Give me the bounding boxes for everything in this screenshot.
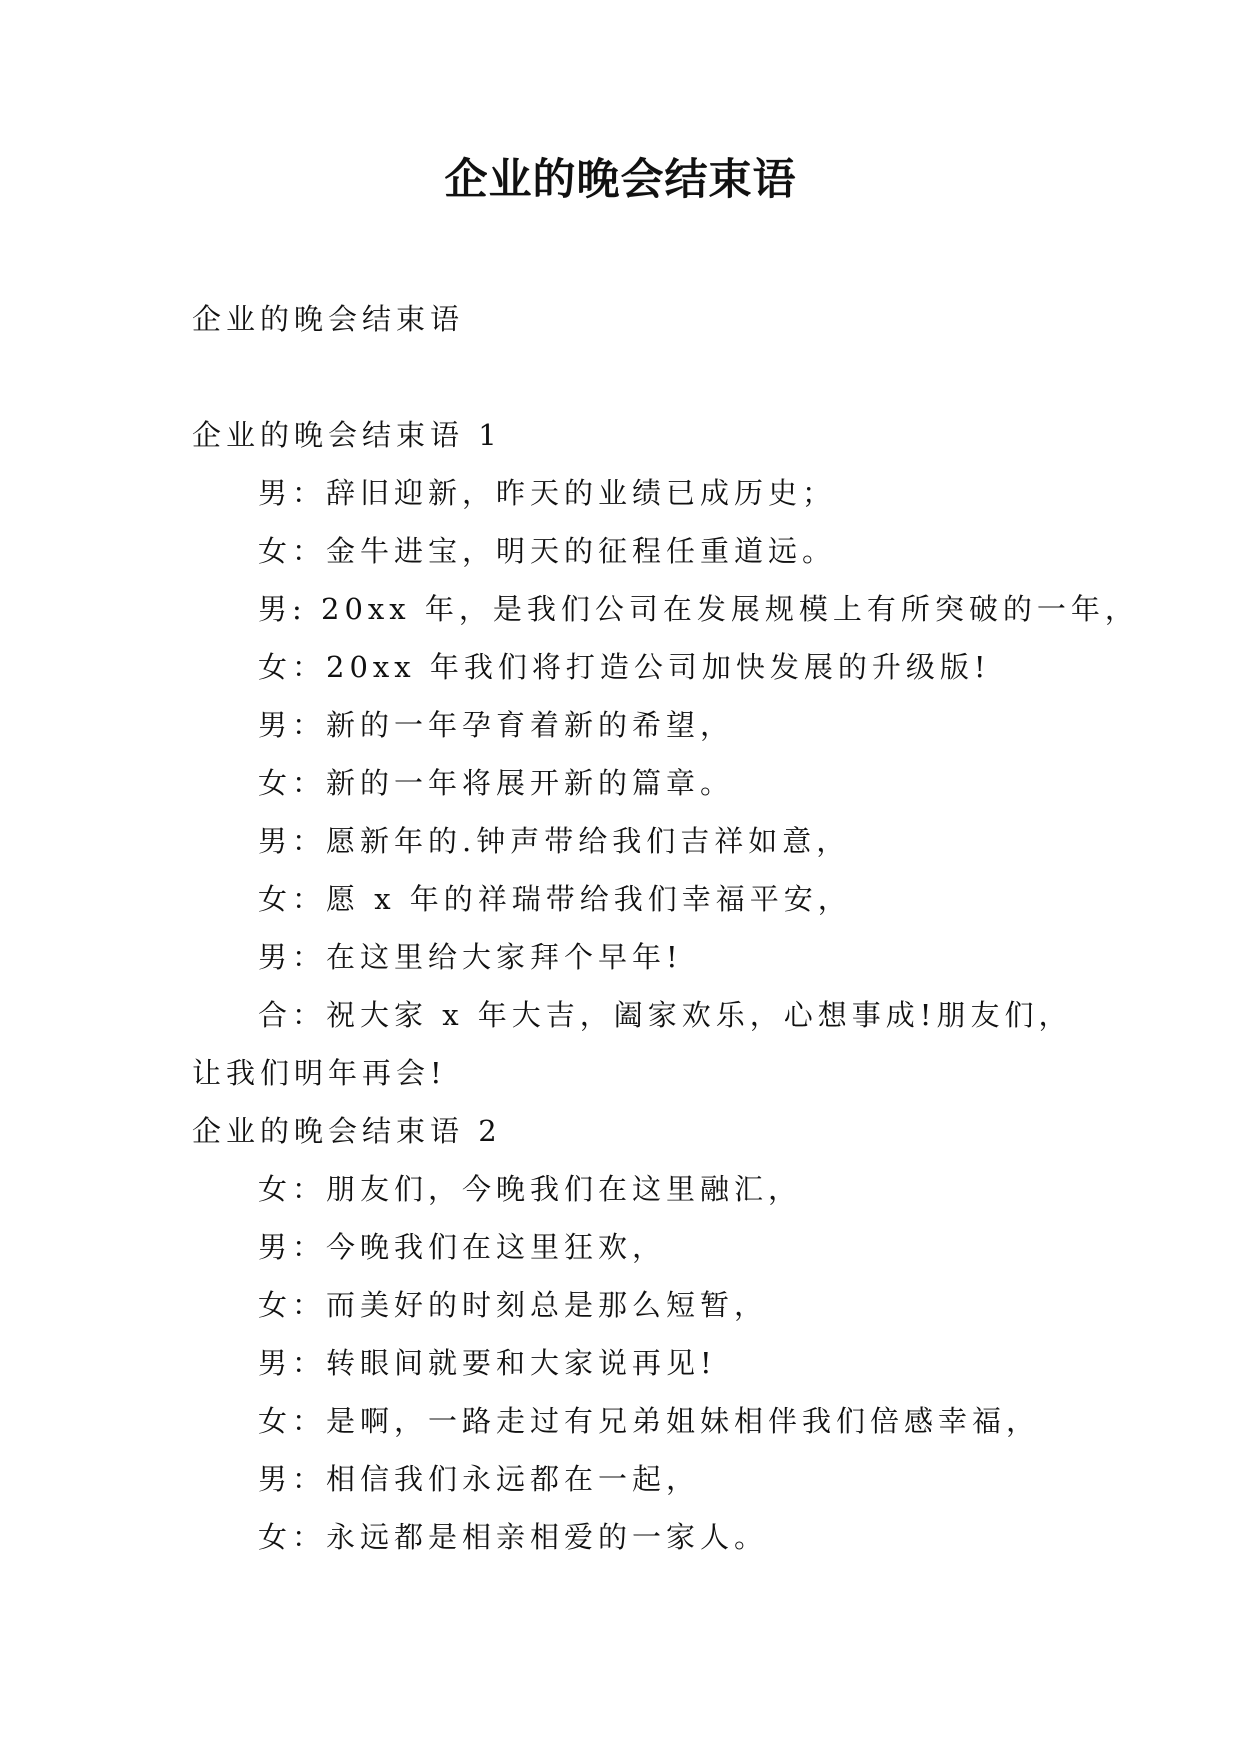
dialogue-line: 女：20xx 年我们将打造公司加快发展的升级版! (258, 650, 991, 684)
dialogue-line: 男：相信我们永远都在一起， (258, 1462, 701, 1496)
dialogue-line: 男：转眼间就要和大家说再见! (258, 1346, 717, 1380)
document-body (192, 290, 1139, 1566)
dialogue-line: 女：永远都是相亲相爱的一家人。 (258, 1520, 769, 1554)
dialogue-line: 女：而美好的时刻总是那么短暂， (258, 1288, 769, 1322)
dialogue-line: 男: 20xx 年，是我们公司在发展规模上有所突破的一年， (258, 592, 1139, 626)
dialogue-line: 女：是啊，一路走过有兄弟姐妹相伴我们倍感幸福， (258, 1404, 1041, 1438)
dialogue-line: 女：朋友们，今晚我们在这里融汇， (258, 1172, 803, 1206)
section-2-heading: 企业的晚会结束语 2 (192, 1114, 502, 1148)
blank-line (192, 348, 1072, 406)
dialogue-continuation: 让我们明年再会! (192, 1056, 447, 1090)
dialogue-line: 男：愿新年的.钟声带给我们吉祥如意， (258, 824, 851, 858)
document-title: 企业的晚会结束语 (444, 155, 797, 205)
dialogue-line: 男：在这里给大家拜个早年! (258, 940, 683, 974)
dialogue-line: 男：辞旧迎新，昨天的业绩已成历史； (258, 476, 837, 510)
dialogue-line: 女：愿 x 年的祥瑞带给我们幸福平安， (258, 882, 852, 916)
dialogue-line: 男：今晚我们在这里狂欢， (258, 1230, 667, 1264)
dialogue-line: 合：祝大家 x 年大吉，阖家欢乐，心想事成!朋友们， (258, 998, 1073, 1032)
dialogue-line: 女：新的一年将展开新的篇章。 (258, 766, 735, 800)
section-1-heading: 企业的晚会结束语 1 (192, 418, 502, 452)
document-subtitle: 企业的晚会结束语 (192, 302, 465, 336)
dialogue-line: 女：金牛进宝，明天的征程任重道远。 (258, 534, 837, 568)
dialogue-line: 男：新的一年孕育着新的希望， (258, 708, 735, 742)
